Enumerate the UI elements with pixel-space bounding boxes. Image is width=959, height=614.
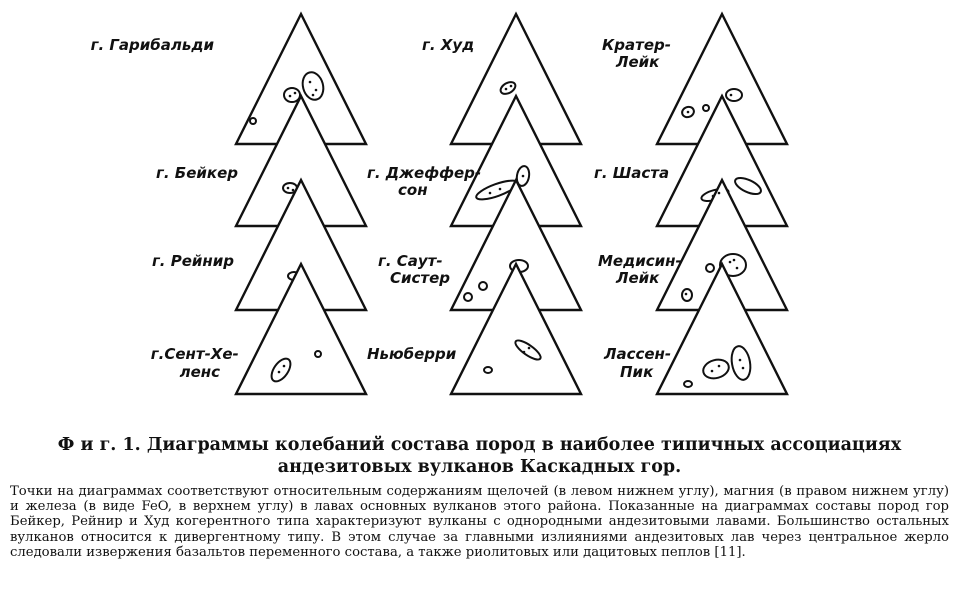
volcano-label-rainier: г. Рейнир: [151, 252, 234, 270]
figure-caption: [0, 434, 959, 560]
volcano-label-shasta: г. Шаста: [594, 164, 670, 182]
volcano-label-st-helens: г.Сент-Хе- ленс: [150, 345, 239, 381]
volcano-label-lassen-peak: Лассен- Пик: [604, 345, 672, 381]
volcano-label-garibaldi: г. Гарибальди: [90, 36, 214, 54]
volcano-label-jefferson: г. Джеффер- сон: [367, 164, 482, 199]
caption-title: Ф и г. 1. Диаграммы колебаний состава пород в наиболее типичных ассоциациях андезитовых вулканов Каскадных гор.: [57, 435, 902, 477]
volcano-label-crater-lake: Кратер- Лейк: [602, 36, 671, 71]
volcano-label-newberry: Ньюберри: [367, 345, 457, 363]
volcano-label-south-sister: г. Саут- Систер: [378, 252, 451, 287]
column-2: [367, 14, 581, 394]
column-1: [91, 14, 366, 394]
volcano-label-medicine-lake: Медисин- Лейк: [598, 252, 682, 287]
volcano-label-baker: г. Бейкер: [156, 164, 238, 182]
caption-body: Точки на диаграммах соответствуют относительным содержаниям щелочей (в левом нижнем углу), магния (в правом нижнем углу) и железа (в виде FeO, в верхнем углу) в лавах основных вулканов этого района. Показанные на диаграммах составы пород гор Бейкер, Рейнир и Худ когерентного типа характеризуют вулканы с однородными андезитовыми лавами. Большинство остальных вулканов относится к дивергентному типу. В этом случае за главными излияниями андезитовых лав через центральное жерло следовали извержения базальтов переменного состава, а также риолитовых или дацитовых пеплов [11].: [10, 484, 949, 560]
column-3: [594, 14, 787, 394]
volcano-label-hood: г. Худ: [422, 36, 475, 54]
